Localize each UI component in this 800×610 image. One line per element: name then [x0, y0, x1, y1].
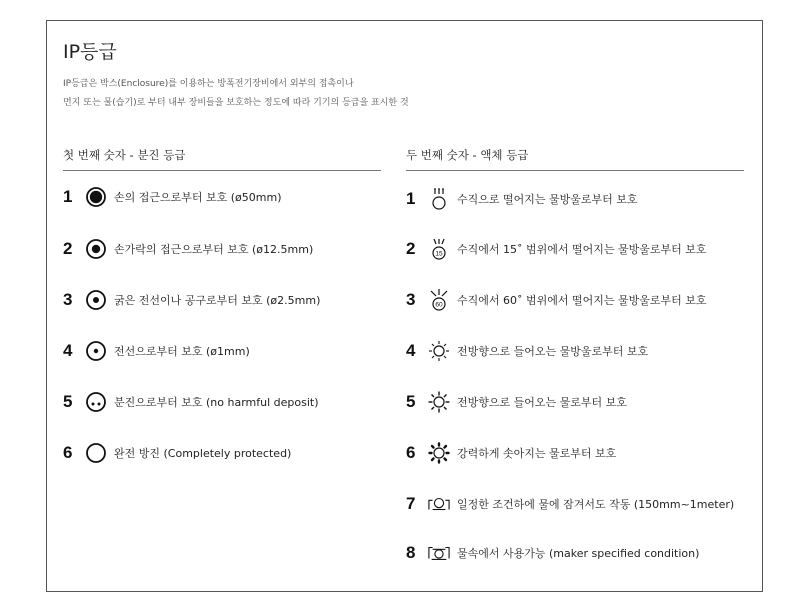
- rating-description: 물속에서 사용가능 (maker specified condition): [457, 547, 700, 560]
- rating-number: 4: [406, 341, 416, 360]
- immersion-icon: [428, 493, 450, 515]
- drip-15-degree-icon: [428, 238, 450, 260]
- dust-heading-divider: [63, 170, 381, 171]
- spray-60-degree-icon: [428, 289, 450, 311]
- circle-two-dots-icon: [85, 391, 107, 413]
- dust-rating-row: [63, 338, 250, 364]
- rating-number: 6: [406, 443, 416, 462]
- rating-description: 수직으로 떨어지는 물방울로부터 보호: [457, 193, 638, 206]
- rating-description: 일정한 조건하에 물에 잠겨서도 작동 (150mm~1meter): [457, 498, 735, 511]
- rating-number: 8: [406, 543, 416, 562]
- rating-number: 2: [63, 239, 73, 258]
- liquid-rating-heading: 두 번째 숫자 - 액체 등급: [406, 148, 529, 162]
- circle-small-dot-icon: [85, 340, 107, 362]
- dust-rating-row: [63, 440, 291, 466]
- dust-rating-row: [63, 389, 319, 415]
- dust-rating-row: [63, 287, 320, 313]
- liquid-rating-row: [406, 540, 699, 566]
- water-jet-icon: [428, 391, 450, 413]
- description-line-1: IP등급은 박스(Enclosure)를 이용하는 방폭전기장비에서 외부의 접촉이나: [63, 79, 354, 89]
- dust-rating-row: [63, 184, 282, 210]
- submersion-icon: [428, 542, 450, 564]
- rating-number: 2: [406, 239, 416, 258]
- icon-label: 15: [435, 250, 443, 258]
- rating-description: 전방향으로 들어오는 물방울로부터 보호: [457, 345, 649, 358]
- icon-label: 60: [435, 301, 443, 309]
- rating-description: 손가락의 접근으로부터 보호 (ø12.5mm): [114, 243, 314, 256]
- rating-number: 3: [63, 290, 73, 309]
- liquid-rating-row: [406, 491, 734, 517]
- rating-description: 완전 방진 (Completely protected): [114, 447, 292, 460]
- rating-description: 전방향으로 들어오는 물로부터 보호: [457, 396, 627, 409]
- dust-rating-row: [63, 236, 313, 262]
- rating-description: 손의 접근으로부터 보호 (ø50mm): [114, 191, 282, 204]
- filled-circle-icon: [85, 186, 107, 208]
- vertical-drip-icon: [428, 188, 450, 210]
- liquid-rating-row: [406, 338, 648, 364]
- liquid-rating-row: [406, 389, 627, 415]
- liquid-rating-row: [406, 186, 638, 212]
- rating-description: 전선으로부터 보호 (ø1mm): [114, 345, 250, 358]
- rating-description: 강력하게 솟아지는 물로부터 보호: [457, 447, 617, 460]
- circle-medium-dot-icon: [85, 289, 107, 311]
- rating-number: 7: [406, 494, 416, 513]
- rating-number: 6: [63, 443, 73, 462]
- rating-number: 4: [63, 341, 73, 360]
- circle-large-dot-icon: [85, 238, 107, 260]
- rating-description: 분진으로부터 보호 (no harmful deposit): [114, 396, 319, 409]
- splash-all-directions-icon: [428, 340, 450, 362]
- rating-number: 5: [406, 392, 416, 411]
- rating-description: 굵은 전선이나 공구로부터 보호 (ø2.5mm): [114, 294, 321, 307]
- rating-number: 1: [63, 187, 73, 206]
- rating-description: 수직에서 60˚ 범위에서 떨어지는 물방울로부터 보호: [457, 294, 707, 307]
- liquid-rating-row: [406, 236, 707, 262]
- rating-number: 5: [63, 392, 73, 411]
- page-title: IP등급: [63, 41, 117, 63]
- liquid-heading-divider: [406, 170, 744, 171]
- description-line-2: 먼지 또는 물(습기)로 부터 내부 장비들을 보호하는 정도에 따라 기기의 등급을 표시한 것: [63, 98, 409, 108]
- empty-circle-icon: [85, 442, 107, 464]
- dust-rating-heading: 첫 번째 숫자 - 분진 등급: [63, 148, 186, 162]
- liquid-rating-row: [406, 287, 707, 313]
- rating-number: 1: [406, 189, 416, 208]
- powerful-jet-icon: [428, 442, 450, 464]
- rating-number: 3: [406, 290, 416, 309]
- rating-description: 수직에서 15˚ 범위에서 떨어지는 물방울로부터 보호: [457, 243, 707, 256]
- liquid-rating-row: [406, 440, 616, 466]
